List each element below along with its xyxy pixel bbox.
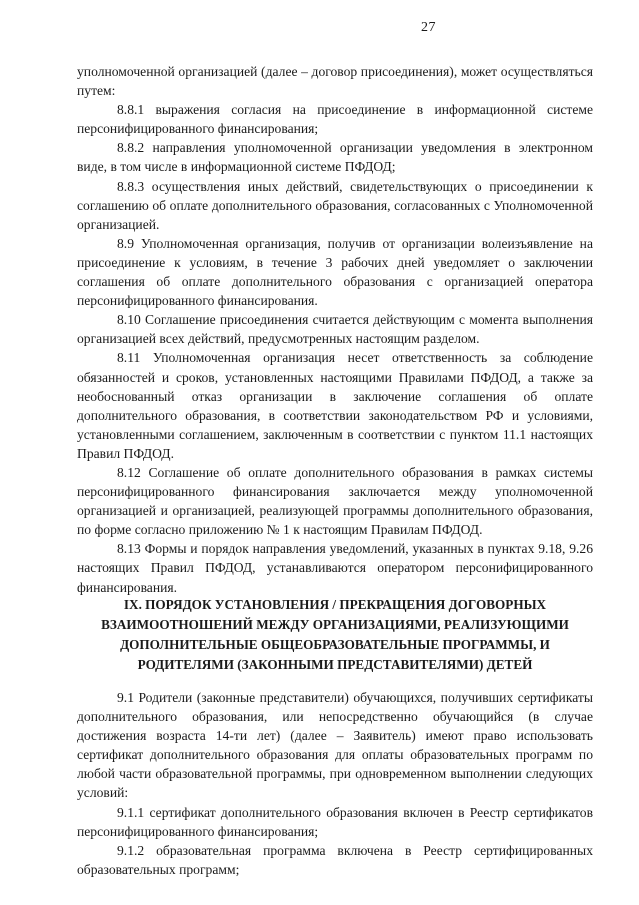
body-text-top	[77, 62, 593, 597]
paragraph: 8.13 Формы и порядок направления уведомлений, указанных в пунктах 9.18, 9.26 настоящих Правил ПФДОД, устанавливаются оператором персонифицированного финансирования.	[77, 541, 593, 595]
paragraph: 8.8.1 выражения согласия на присоединение в информационной системе персонифицированного финансирования;	[77, 102, 593, 137]
section-heading	[77, 595, 593, 675]
paragraph: 8.8.2 направления уполномоченной организации уведомления в электронном виде, в том числе в информационной системе ПФДОД;	[77, 140, 593, 175]
body-text-bottom	[77, 688, 593, 879]
paragraph: 9.1 Родители (законные представители) обучающихся, получивших сертификаты дополнительного образования, или непосредственно обучающийся (в случае достижения возраста 14-ти лет) (далее – Заявитель) имеют право использовать сертификат дополнительного образования для оплаты образовательных программ по любой части образовательной программы, при одновременном выполнении следующих условий:	[77, 690, 593, 801]
paragraph: 9.1.1 сертификат дополнительного образования включен в Реестр сертификатов персонифицированного финансирования;	[77, 804, 593, 839]
paragraph: 8.8.3 осуществления иных действий, свидетельствующих о присоединении к соглашению об оплате дополнительного образования, согласованных с Уполномоченной организацией.	[77, 178, 593, 232]
paragraph: уполномоченной организацией (далее – договор присоединения), может осуществляться путем:	[77, 64, 593, 99]
section-heading-line: ДОПОЛНИТЕЛЬНЫЕ ОБЩЕОБРАЗОВАТЕЛЬНЫЕ ПРОГРАММЫ, И	[120, 637, 550, 652]
paragraph: 9.1.2 образовательная программа включена в Реестр сертифицированных образовательных программ;	[77, 842, 593, 877]
section-heading-line: РОДИТЕЛЯМИ (ЗАКОННЫМИ ПРЕДСТАВИТЕЛЯМИ) ДЕТЕЙ	[137, 657, 533, 672]
section-heading-line: IX. ПОРЯДОК УСТАНОВЛЕНИЯ / ПРЕКРАЩЕНИЯ ДОГОВОРНЫХ	[123, 597, 547, 612]
paragraph: 8.12 Соглашение об оплате дополнительного образования в рамках системы персонифицированного финансирования заключается между уполномоченной организацией и организацией, реализующей программы дополнительного образования, по форме согласно приложению № 1 к настоящим Правилам ПФДОД.	[77, 464, 593, 538]
paragraph: 8.11 Уполномоченная организация несет ответственность за соблюдение обязанностей и сроков, установленных настоящими Правилами ПФДОД, а также за необоснованный отказ организации в заключение соглашения об оплате дополнительного образования, в соответствии законодательством РФ и условиями, установленными соглашением, заключенным в соответствии с пунктом 11.1 настоящих Правил ПФДОД.	[77, 350, 593, 461]
page-number: 27	[421, 20, 436, 35]
paragraph: 8.9 Уполномоченная организация, получив от организации волеизъявление на присоединение к условиям, в течение 3 рабочих дней уведомляет о заключении соглашения об оплате дополнительного образования с организацией оператора персонифицированного финансирования.	[77, 235, 593, 309]
section-heading-line: ВЗАИМООТНОШЕНИЙ МЕЖДУ ОРГАНИЗАЦИЯМИ, РЕАЛИЗУЮЩИМИ	[101, 617, 569, 632]
paragraph: 8.10 Соглашение присоединения считается действующим с момента выполнения организацией всех действий, предусмотренных настоящим разделом.	[77, 312, 593, 347]
